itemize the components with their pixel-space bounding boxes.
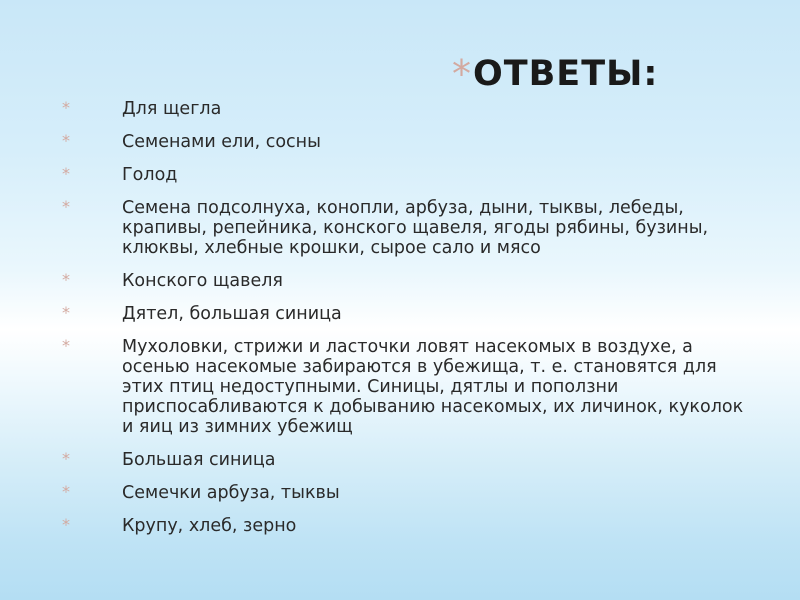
asterisk-bullet-icon: * xyxy=(62,98,70,117)
answer-text: Большая синица xyxy=(122,450,276,470)
answer-item xyxy=(62,450,752,470)
answer-item xyxy=(62,304,752,324)
answer-text: Голод xyxy=(122,165,178,185)
answer-text: Конского щавеля xyxy=(122,271,283,291)
asterisk-bullet-icon: * xyxy=(62,449,70,468)
answer-text: Крупу, хлеб, зерно xyxy=(122,516,297,536)
answer-text: Семена подсолнуха, конопли, арбуза, дыни, тыквы, лебеды, крапивы, репейника, конского щавеля, ягоды рябины, бузины, клюквы, хлебные крошки, сырое сало и мясо xyxy=(122,198,709,258)
answer-text: Для щегла xyxy=(122,99,222,119)
title-asterisk-icon: * xyxy=(452,52,471,96)
answer-item xyxy=(62,516,752,536)
asterisk-bullet-icon: * xyxy=(62,131,70,150)
title-text: ОТВЕТЫ: xyxy=(473,54,659,94)
asterisk-bullet-icon: * xyxy=(62,515,70,534)
asterisk-bullet-icon: * xyxy=(62,164,70,183)
asterisk-bullet-icon: * xyxy=(62,270,70,289)
answer-text: Мухоловки, стрижи и ласточки ловят насекомых в воздухе, а осенью насекомые забираются в убежища, т. е. становятся для этих птиц недоступными. Синицы, дятлы и поползни приспосабливаются к добыванию насекомых, их личинок, куколок и яиц из зимних убежищ xyxy=(122,337,744,437)
answer-item xyxy=(62,483,752,503)
answer-item xyxy=(62,132,752,152)
asterisk-bullet-icon: * xyxy=(62,303,70,322)
asterisk-bullet-icon: * xyxy=(62,197,70,216)
answer-item xyxy=(62,99,752,119)
answer-text: Семенами ели, сосны xyxy=(122,132,321,152)
answer-text: Семечки арбуза, тыквы xyxy=(122,483,340,503)
answers-list xyxy=(62,99,752,549)
answer-item xyxy=(62,198,752,258)
asterisk-bullet-icon: * xyxy=(62,336,70,355)
slide-title xyxy=(452,46,658,102)
answer-text: Дятел, большая синица xyxy=(122,304,342,324)
answer-item xyxy=(62,337,752,437)
asterisk-bullet-icon: * xyxy=(62,482,70,501)
answer-item xyxy=(62,271,752,291)
answer-item xyxy=(62,165,752,185)
